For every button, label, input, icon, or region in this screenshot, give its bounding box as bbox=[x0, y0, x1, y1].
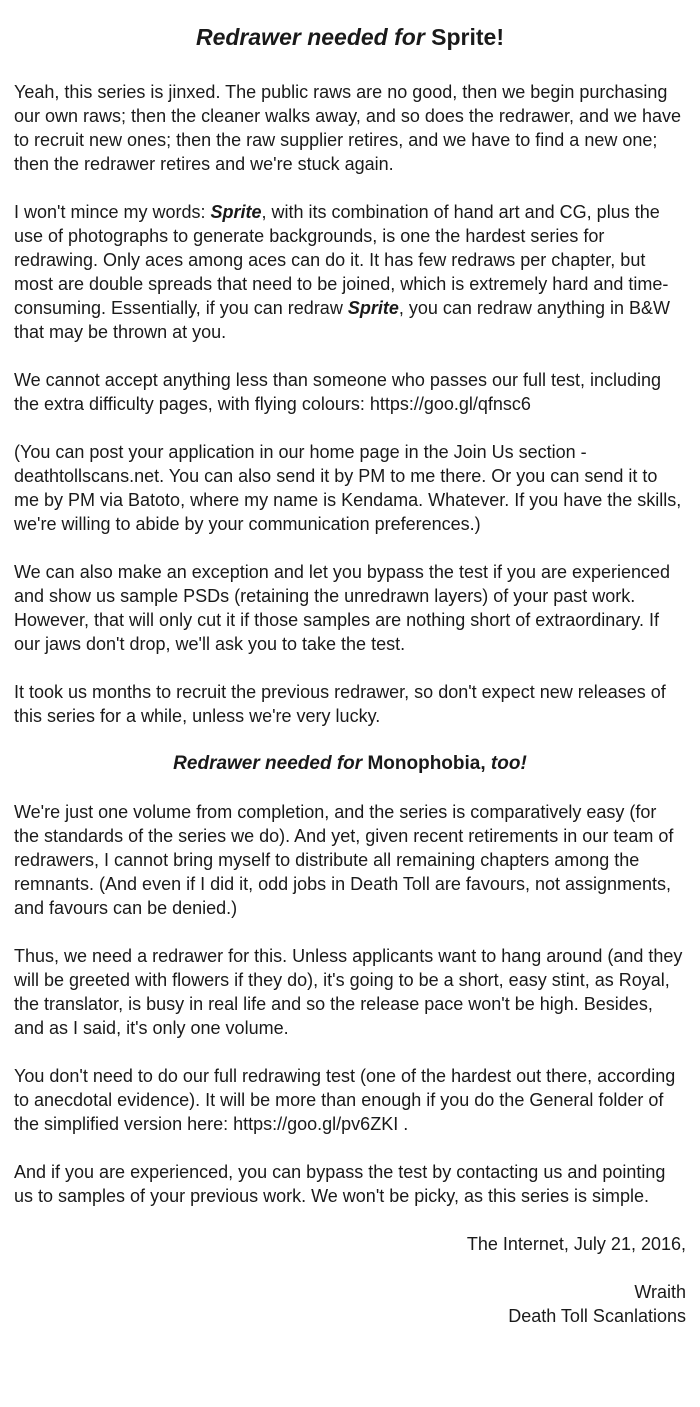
signature-name: Wraith bbox=[634, 1282, 686, 1302]
subtitle-lead-italic: Redrawer needed for bbox=[173, 753, 368, 774]
paragraph-monophobia-need: Thus, we need a redrawer for this. Unless applicants want to hang around (and they will be greeted with flowers if they do), it's going to be a short, easy stint, as Royal, the translator, is busy in real life and so the release pace won't be high. Besides, and as I said, it's only one volume. bbox=[14, 946, 683, 1038]
paragraph-recruitment-time: It took us months to recruit the previous redrawer, so don't expect new releases of this series for a while, unless we're very lucky. bbox=[14, 682, 666, 726]
signature-block bbox=[14, 1280, 686, 1328]
paragraph-monophobia-status: We're just one volume from completion, and the series is comparatively easy (for the standards of the series we do). And yet, given recent retirements in our team of redrawers, I cannot bring myself to distribute all remaining chapters among the remnants. (And even if I did it, odd jobs in Death Toll are favours, not assignments, and favours can be denied.) bbox=[14, 802, 674, 918]
document-title bbox=[14, 22, 686, 52]
series-name-sprite-1: Sprite bbox=[210, 202, 262, 222]
sprite-difficulty-seg2: , with its combination of hand art and CG, plus the use of photographs to generate backgrounds, is one the hardest series for redrawing. Only aces among aces can do it. It has few redraws per chapter, but most are double spreads that need to be joined, which is extremely hard and time-consuming. Essentially, if you can redraw bbox=[14, 202, 669, 318]
paragraph-bypass-exception: We can also make an exception and let you bypass the test if you are experienced and show us sample PSDs (retaining the unredrawn layers) of your past work. However, that will only cut it if those samples are nothing short of extraordinary. If our jaws don't drop, we'll ask you to take the test. bbox=[14, 562, 671, 654]
dateline: The Internet, July 21, 2016, bbox=[466, 1234, 686, 1254]
subtitle-series-name: Monophobia, bbox=[367, 753, 486, 774]
title-series-name: Sprite! bbox=[431, 24, 505, 50]
title-lead-italic: Redrawer needed for bbox=[195, 24, 432, 50]
series-name-sprite-2: Sprite bbox=[347, 298, 399, 318]
paragraph-intro: Yeah, this series is jinxed. The public raws are no good, then we begin purchasing our own raws; then the cleaner walks away, and so does the redrawer, and we have to recruit new ones; then the raw supplier retires, and we have to find a new one; then the redrawer retires and we're stuck again. bbox=[14, 82, 682, 174]
paragraph-test-requirement: We cannot accept anything less than someone who passes our full test, including the extra difficulty pages, with flying colours: https://goo.gl/qfnsc6 bbox=[14, 370, 662, 414]
sprite-difficulty-seg3: , you can redraw anything in B&W that may be thrown at you. bbox=[14, 298, 670, 342]
paragraph-experienced-bypass: And if you are experienced, you can bypass the test by contacting us and pointing us to samples of your previous work. We won't be picky, as this series is simple. bbox=[14, 1162, 666, 1206]
subtitle-tail-italic: too! bbox=[485, 753, 527, 774]
paragraph-simplified-test: You don't need to do our full redrawing test (one of the hardest out there, according to anecdotal evidence). It will be more than enough if you do the General folder of the simplified version here: https://goo.gl/pv6ZKI . bbox=[14, 1066, 676, 1134]
paragraph-sprite-difficulty bbox=[14, 200, 686, 344]
sprite-difficulty-seg1: I won't mince my words: bbox=[14, 202, 211, 222]
document-subtitle bbox=[14, 752, 686, 776]
signature-group: Death Toll Scanlations bbox=[508, 1306, 686, 1326]
paragraph-application-channels: (You can post your application in our home page in the Join Us section - deathtollscans.net. You can also send it by PM to me there. Or you can send it to me by PM via Batoto, where my name is Kendama. Whatever. If you have the skills, we're willing to abide by your communication preferences.) bbox=[14, 442, 682, 534]
